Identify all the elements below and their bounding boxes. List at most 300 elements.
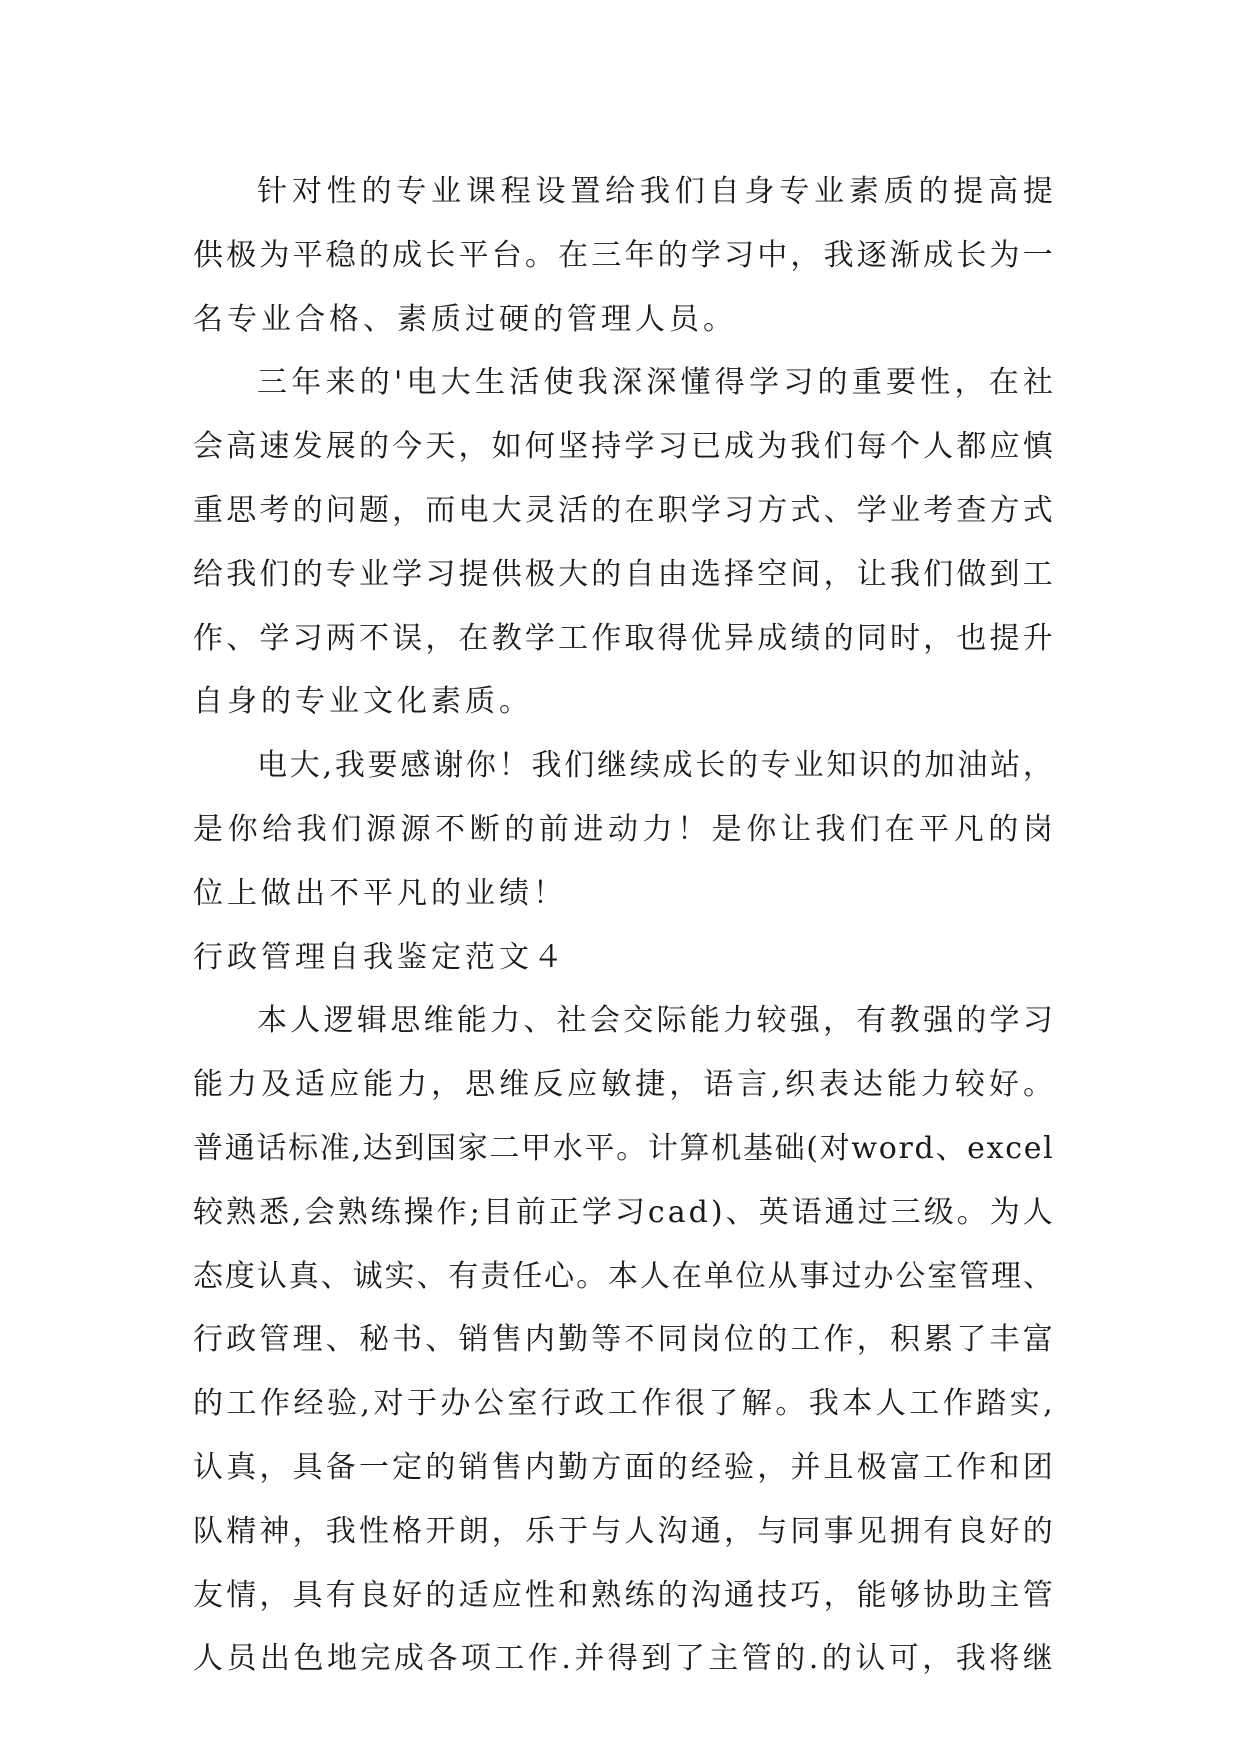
text-line — [193, 1308, 1053, 1372]
text-line — [193, 1436, 1053, 1500]
char: 中 — [757, 237, 788, 273]
char: 家 — [457, 1130, 488, 1166]
char: 绩 — [790, 620, 821, 656]
char: 人 — [290, 1003, 321, 1039]
char: 应 — [989, 429, 1020, 465]
char: ！ — [498, 748, 529, 784]
char: d — [688, 1194, 708, 1230]
char: 社 — [556, 1003, 587, 1039]
char: e — [1023, 1130, 1042, 1166]
char: 标 — [288, 1130, 319, 1166]
char: 思 — [390, 1003, 421, 1039]
char: 水 — [552, 1130, 583, 1166]
char: 较 — [756, 1003, 787, 1039]
char: ， — [392, 492, 423, 528]
char: ， — [856, 1322, 887, 1358]
char: 学 — [581, 1194, 612, 1230]
char: 深 — [646, 365, 677, 401]
char: 面 — [624, 1449, 655, 1485]
char: 是 — [711, 811, 742, 847]
char: 的 — [193, 1386, 223, 1422]
char: 反 — [533, 1067, 564, 1103]
char: 本 — [842, 1386, 873, 1422]
char: 工 — [923, 1449, 954, 1485]
char: 的 — [358, 237, 389, 273]
char: 继 — [596, 748, 627, 784]
char: 知 — [826, 748, 857, 784]
char: 能 — [363, 1067, 394, 1103]
char: ， — [669, 1067, 700, 1103]
char: 高 — [226, 429, 257, 465]
char: 练 — [624, 1577, 655, 1613]
char: 好 — [989, 1513, 1020, 1549]
char: 实 — [384, 1258, 415, 1294]
char: 够 — [889, 1577, 920, 1613]
char: 较 — [954, 1067, 985, 1103]
text-line — [193, 1181, 1053, 1245]
char: 积 — [889, 1322, 920, 1358]
char: 我 — [531, 748, 562, 784]
char: 达 — [852, 1067, 883, 1103]
char: ！ — [677, 811, 708, 847]
char: 的 — [1022, 1513, 1053, 1549]
char: 动 — [607, 811, 638, 847]
char: 你 — [227, 811, 258, 847]
char: 三 — [591, 237, 622, 273]
char: c — [647, 1194, 665, 1230]
char: 源 — [400, 811, 431, 847]
text-line — [193, 1245, 1053, 1309]
char: 慎 — [1022, 429, 1053, 465]
char: 教 — [491, 620, 522, 656]
char: 心 — [544, 1258, 575, 1294]
text-line — [193, 1564, 1053, 1628]
char: 作 — [641, 1386, 672, 1422]
char: 情 — [226, 1577, 257, 1613]
text-line — [193, 479, 1053, 543]
char: 的 — [775, 1641, 806, 1677]
char: l — [1043, 1130, 1053, 1166]
char: 的 — [757, 1322, 788, 1358]
section-heading — [193, 926, 1053, 990]
char: 我 — [577, 365, 608, 401]
char: ， — [923, 620, 954, 656]
char: 的 — [956, 1003, 987, 1039]
char: 位 — [724, 1322, 754, 1358]
char: 生 — [475, 365, 505, 401]
char: 成 — [724, 429, 754, 465]
char: 的 — [425, 1577, 456, 1613]
char: 们 — [331, 811, 362, 847]
char: 的 — [591, 492, 622, 528]
char: 不 — [624, 1322, 655, 1358]
char: 作 — [436, 1194, 467, 1230]
char: 、 — [935, 1130, 966, 1166]
char: 维 — [423, 1003, 454, 1039]
char: 过 — [857, 1194, 888, 1230]
char: 来 — [325, 365, 356, 401]
char: 本 — [257, 1003, 287, 1039]
char: 在 — [671, 1258, 702, 1294]
char: 大 — [289, 748, 320, 784]
char: 位 — [735, 1258, 766, 1294]
char: 、 — [416, 1258, 447, 1294]
char: 室 — [927, 1258, 958, 1294]
char: 队 — [193, 1513, 223, 1549]
char: 工 — [790, 1322, 821, 1358]
char: 过 — [831, 1258, 862, 1294]
char: 要 — [886, 365, 916, 401]
char: 让 — [780, 811, 811, 847]
char: 协 — [923, 1577, 954, 1613]
char: 程 — [500, 174, 531, 209]
char: 择 — [724, 556, 754, 592]
char: 能 — [689, 1003, 720, 1039]
char: 台 — [491, 237, 522, 273]
char: 我 — [955, 1641, 986, 1677]
char: 目 — [482, 1194, 513, 1230]
char: 岗 — [1022, 811, 1053, 847]
char: 电 — [406, 365, 437, 401]
char: 坚 — [558, 429, 589, 465]
char: 良 — [956, 1513, 987, 1549]
char: 普 — [193, 1130, 223, 1166]
char: 极 — [226, 237, 257, 273]
char: 力 — [397, 1067, 428, 1103]
char: 成 — [757, 620, 788, 656]
char: 英 — [758, 1194, 789, 1230]
char: 习 — [657, 429, 688, 465]
char: 的 — [361, 174, 392, 209]
char: 任 — [512, 1258, 543, 1294]
char: 我 — [334, 748, 365, 784]
char: 同 — [657, 1322, 688, 1358]
char: 选 — [690, 556, 721, 592]
char: 深 — [612, 365, 642, 401]
char: 且 — [823, 1449, 854, 1485]
char: 习 — [783, 365, 814, 401]
char: 学 — [749, 365, 779, 401]
char: 助 — [956, 1577, 987, 1613]
char: 习 — [614, 1194, 645, 1230]
char: 较 — [193, 1194, 223, 1230]
char: 速 — [259, 429, 290, 465]
char: 人 — [1022, 1194, 1053, 1230]
char: 力 — [723, 1003, 754, 1039]
char: 等 — [591, 1322, 622, 1358]
char: 逐 — [856, 237, 887, 273]
char: 的 — [359, 365, 390, 401]
char: 会 — [193, 429, 223, 465]
char: ， — [757, 1449, 788, 1485]
char: 强 — [922, 1003, 953, 1039]
char: 算 — [679, 1130, 710, 1166]
char: 、 — [725, 1194, 756, 1230]
char: 累 — [923, 1322, 954, 1358]
char: 从 — [767, 1258, 798, 1294]
char: 持 — [591, 429, 622, 465]
char: 高 — [988, 174, 1019, 209]
text-line — [193, 862, 1053, 926]
char: 感 — [400, 748, 431, 784]
char: 设 — [535, 174, 566, 209]
char: 进 — [573, 811, 604, 847]
char: 可 — [888, 1641, 919, 1677]
char: 工 — [558, 620, 589, 656]
char: 与 — [591, 1513, 622, 1549]
char: 机 — [711, 1130, 742, 1166]
char: 工 — [494, 1641, 525, 1677]
char: 逻 — [323, 1003, 354, 1039]
char: ; — [469, 1194, 480, 1230]
char: 谢 — [433, 748, 464, 784]
char: 管 — [259, 1322, 290, 1358]
char: 力 — [227, 1067, 258, 1103]
char: 了 — [708, 1386, 739, 1422]
char: 适 — [295, 1067, 326, 1103]
char: 、 — [226, 620, 257, 656]
char: 问 — [325, 492, 356, 528]
char: 为 — [259, 237, 290, 273]
char: 在 — [558, 237, 589, 273]
char: 也 — [956, 620, 987, 656]
char: 给 — [605, 174, 636, 209]
char: 稳 — [325, 237, 356, 273]
char: 天 — [425, 429, 456, 465]
char: 的 — [823, 620, 854, 656]
char: 习 — [425, 556, 456, 592]
char: 能 — [193, 1067, 223, 1103]
char: ， — [259, 1577, 290, 1613]
char: 认 — [193, 1449, 223, 1485]
text-line — [193, 160, 1053, 224]
char: 提 — [989, 620, 1020, 656]
char: 的 — [292, 556, 323, 592]
char: 作 — [823, 1322, 854, 1358]
text-line — [193, 734, 1053, 798]
char: 通 — [690, 1513, 721, 1549]
char: 、 — [823, 492, 854, 528]
char: 学 — [392, 556, 423, 592]
char: 岗 — [690, 1322, 721, 1358]
char: 项 — [460, 1641, 491, 1677]
char: 素 — [848, 174, 879, 209]
char: 主 — [708, 1641, 739, 1677]
char: 到 — [641, 1641, 672, 1677]
char: 考 — [923, 492, 954, 528]
char: 出 — [259, 1641, 290, 1677]
char: 活 — [558, 492, 589, 528]
char: 们 — [849, 811, 880, 847]
char: 完 — [360, 1641, 391, 1677]
char: 成 — [662, 748, 693, 784]
char: 前 — [515, 1194, 546, 1230]
char: 自 — [624, 556, 655, 592]
char: 工 — [909, 1386, 940, 1422]
char: 作 — [193, 620, 223, 656]
char: 力 — [642, 811, 673, 847]
char: 人 — [923, 429, 954, 465]
char: 专 — [396, 174, 427, 209]
char: 灵 — [524, 492, 555, 528]
char: 的 — [292, 492, 323, 528]
char: 身 — [744, 174, 775, 209]
char: 、 — [425, 1322, 456, 1358]
char: 于 — [558, 1513, 589, 1549]
char: 一 — [358, 1449, 389, 1485]
char: 售 — [491, 1322, 522, 1358]
char: 办 — [863, 1258, 894, 1294]
char: 责 — [480, 1258, 511, 1294]
char: 在 — [988, 365, 1019, 401]
char: 单 — [703, 1258, 734, 1294]
char: 辑 — [356, 1003, 387, 1039]
char: 继 — [1022, 1641, 1053, 1677]
char: ， — [292, 1513, 323, 1549]
char: 事 — [799, 1258, 830, 1294]
char: 我 — [808, 1386, 839, 1422]
char: 查 — [956, 492, 987, 528]
char: 并 — [574, 1641, 605, 1677]
char: 为 — [989, 1194, 1020, 1230]
text-line — [193, 1117, 1053, 1181]
char: 沟 — [657, 1513, 688, 1549]
char: 有 — [325, 1577, 356, 1613]
char: 应 — [491, 1577, 522, 1613]
char: 优 — [690, 620, 721, 656]
char: 两 — [325, 620, 356, 656]
char: 内 — [524, 1449, 555, 1485]
char: 售 — [491, 1449, 522, 1485]
char: 到 — [394, 1130, 425, 1166]
char: 何 — [524, 429, 555, 465]
char: 工 — [607, 1386, 638, 1422]
char: 你 — [746, 811, 777, 847]
char: 公 — [473, 1386, 504, 1422]
char: 平 — [919, 811, 950, 847]
char: 熟 — [226, 1194, 257, 1230]
char: 良 — [358, 1577, 389, 1613]
text-line — [193, 798, 1053, 862]
char: 管 — [1022, 1577, 1053, 1613]
text-line — [193, 607, 1053, 671]
char: 神 — [259, 1513, 290, 1549]
char: 学 — [624, 429, 655, 465]
char: 对 — [373, 1386, 404, 1422]
char: 得 — [607, 1641, 638, 1677]
char: 格 — [392, 1513, 423, 1549]
char: 我 — [226, 556, 257, 592]
char: ( — [806, 1130, 819, 1166]
char: 习 — [724, 492, 754, 528]
char: 都 — [956, 429, 987, 465]
char: . — [808, 1641, 819, 1677]
char: 政 — [226, 1322, 257, 1358]
char: 勤 — [558, 1449, 589, 1485]
char: 我 — [639, 174, 670, 209]
char: 悉 — [259, 1194, 290, 1230]
char: 熟 — [337, 1194, 368, 1230]
char: 级 — [923, 1194, 954, 1230]
char: 的 — [504, 811, 535, 847]
char: 年 — [291, 365, 322, 401]
char: 丰 — [989, 1322, 1020, 1358]
char: d — [914, 1130, 934, 1166]
char: 学 — [690, 237, 721, 273]
char: 的 — [657, 237, 688, 273]
char: 事 — [823, 1513, 854, 1549]
char: 专 — [325, 556, 356, 592]
char: 方 — [591, 1449, 622, 1485]
char: 发 — [292, 429, 323, 465]
char: 的 — [657, 1577, 688, 1613]
char: 具 — [292, 1577, 323, 1613]
char: 验 — [724, 1449, 754, 1485]
char: 力 — [490, 1003, 521, 1039]
char: 长 — [956, 237, 987, 273]
char: 人 — [875, 1386, 906, 1422]
char: 凡 — [953, 811, 984, 847]
char: 二 — [489, 1130, 520, 1166]
char: 、 — [325, 1322, 356, 1358]
char: 经 — [690, 1449, 721, 1485]
char: 和 — [558, 1577, 589, 1613]
char: 表 — [818, 1067, 849, 1103]
char: 教 — [889, 1003, 920, 1039]
char: 沟 — [690, 1577, 721, 1613]
char: 们 — [564, 748, 595, 784]
char: 经 — [293, 1386, 324, 1422]
char: 话 — [256, 1130, 287, 1166]
char: 习 — [292, 620, 323, 656]
char: 自 — [709, 174, 740, 209]
char: 性 — [326, 174, 357, 209]
char: 源 — [365, 811, 396, 847]
char: 针 — [257, 174, 287, 209]
char: 作 — [956, 1449, 987, 1485]
char: 能 — [856, 1577, 887, 1613]
char: 理 — [991, 1258, 1022, 1294]
char: 理 — [292, 1322, 323, 1358]
char: ， — [790, 237, 821, 273]
char: 人 — [624, 1513, 655, 1549]
char: 展 — [325, 429, 356, 465]
char: 对 — [819, 1130, 850, 1166]
char: 及 — [261, 1067, 292, 1103]
char: 拥 — [889, 1513, 920, 1549]
char: 计 — [647, 1130, 678, 1166]
char: 三 — [257, 365, 287, 401]
char: 书 — [392, 1322, 423, 1358]
char: 作 — [259, 1386, 290, 1422]
char: 精 — [226, 1513, 257, 1549]
char: 年 — [624, 237, 655, 273]
char: , — [771, 1067, 781, 1103]
char: 、 — [1022, 1258, 1053, 1294]
char: 长 — [695, 748, 726, 784]
char: c — [1005, 1130, 1023, 1166]
char: 大 — [440, 365, 471, 401]
char: ， — [431, 1067, 462, 1103]
char: 懂 — [680, 365, 711, 401]
char: 解 — [741, 1386, 772, 1422]
text-line — [193, 670, 1053, 734]
char: 学 — [856, 492, 887, 528]
char: 富 — [889, 1449, 920, 1485]
char: 大 — [558, 556, 589, 592]
char: 了 — [956, 1322, 987, 1358]
char: 会 — [304, 1194, 335, 1230]
